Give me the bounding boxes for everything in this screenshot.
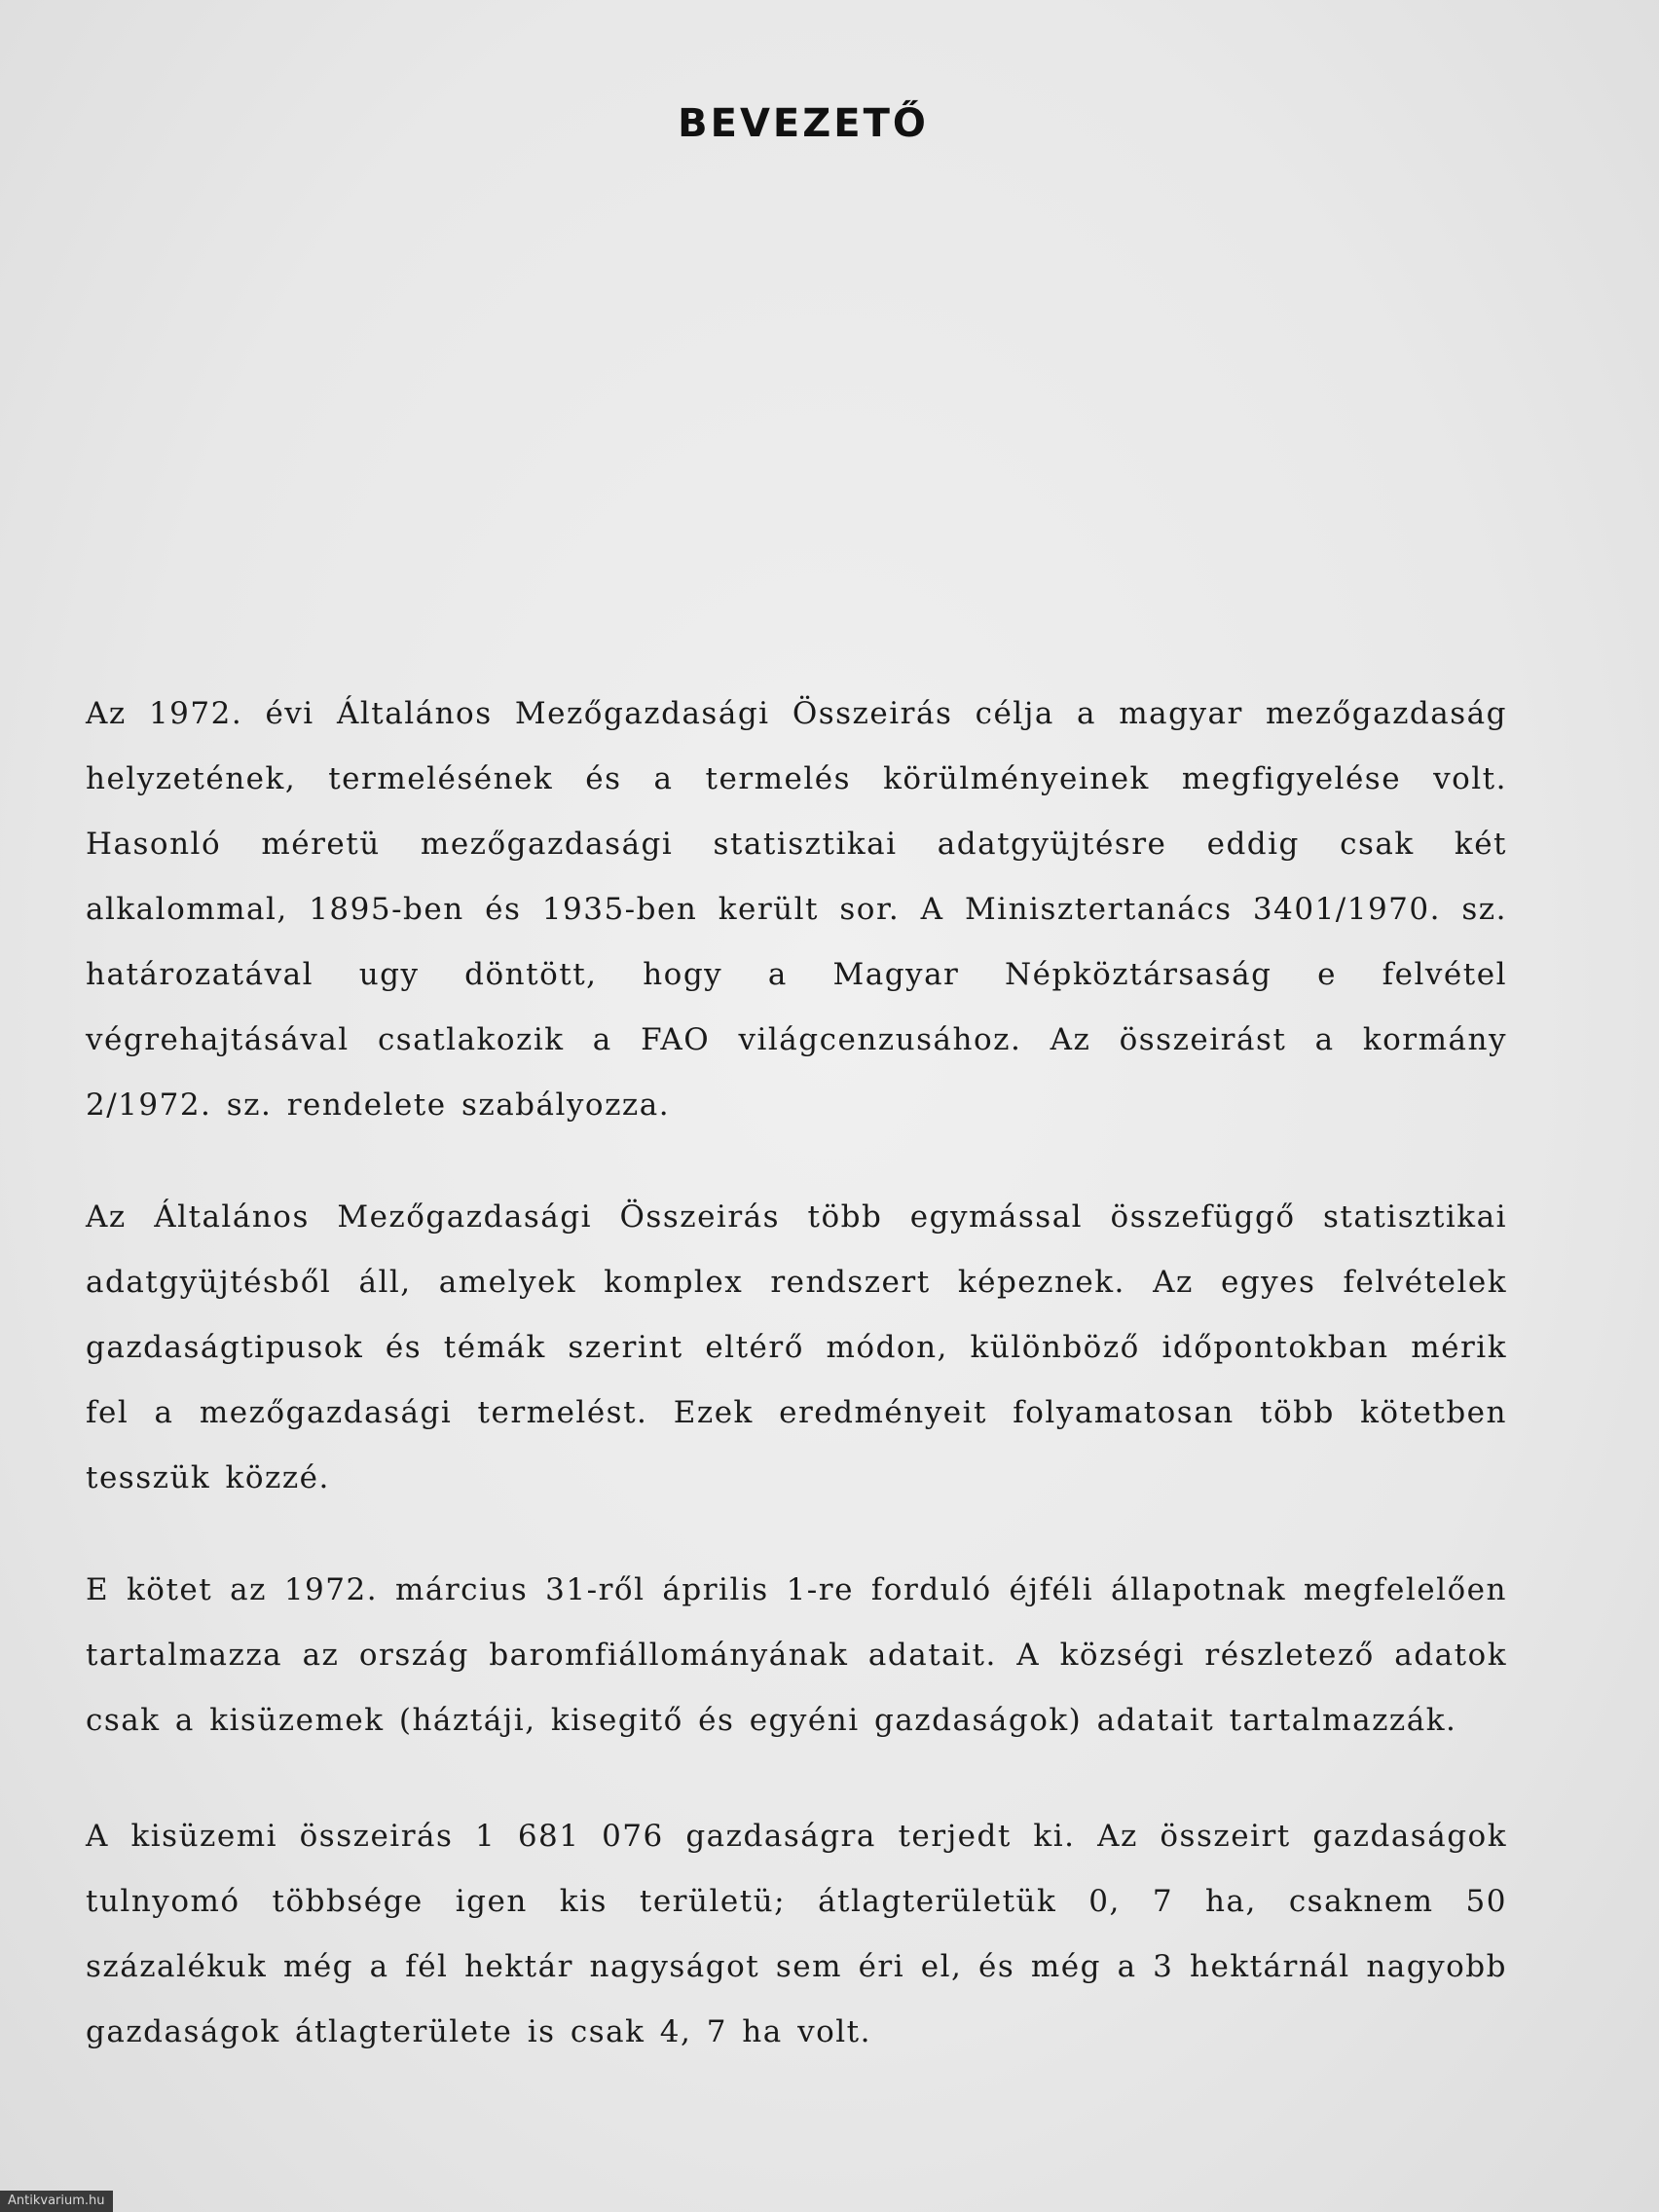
paragraph-smallholdings: A kisüzemi összeirás 1 681 076 gazdaságra terjedt ki. Az összeirt gazdaságok tulnyomó többsége igen kis területü; átlagterületük 0, 7 ha, csaknem 50 százalékuk még a fél hektár nagyságot sem éri el, és még a 3 hektárnál nagyobb gazdaságok átlagterülete is csak 4, 7 ha volt.: [86, 1819, 1507, 2049]
watermark: Antikvarium.hu: [0, 2191, 113, 2212]
paragraph-census-system: Az Általános Mezőgazdasági Összeirás több egymással összefüggő statisztikai adatgyüjtésből áll, amelyek komplex rendszert képeznek. Az egyes felvételek gazdaságtipusok és témák szerint eltérő módon, különböző időpontokban mérik fel a mezőgazdasági termelést. Ezek eredményeit folyamatosan több kötetben tesszük közzé.: [86, 1199, 1507, 1495]
body-text: [86, 682, 1507, 2112]
paragraph-intro: Az 1972. évi Általános Mezőgazdasági Összeirás célja a magyar mezőgazdaság helyzetének, termelésének és a termelés körülményeinek megfigyelése volt. Hasonló méretü mezőgazdasági statisztikai adatgyüjtésre eddig csak két alkalommal, 1895-ben és 1935-ben került sor. A Minisztertanács 3401/1970. sz. határozatával ugy döntött, hogy a Magyar Népköztársaság e felvétel végrehajtásával csatlakozik a FAO világcenzusához. Az összeirást a kormány 2/1972. sz. rendelete szabályozza.: [86, 696, 1507, 1123]
page-title: BEVEZETŐ: [678, 101, 929, 146]
paragraph-volume-scope: E kötet az 1972. március 31-ről április 1-re forduló éjféli állapotnak megfelelően tartalmazza az ország baromfiállományának adatait. A községi részletező adatok csak a kisüzemek (háztáji, kisegitő és egyéni gazdaságok) adatait tartalmazzák.: [86, 1572, 1507, 1738]
